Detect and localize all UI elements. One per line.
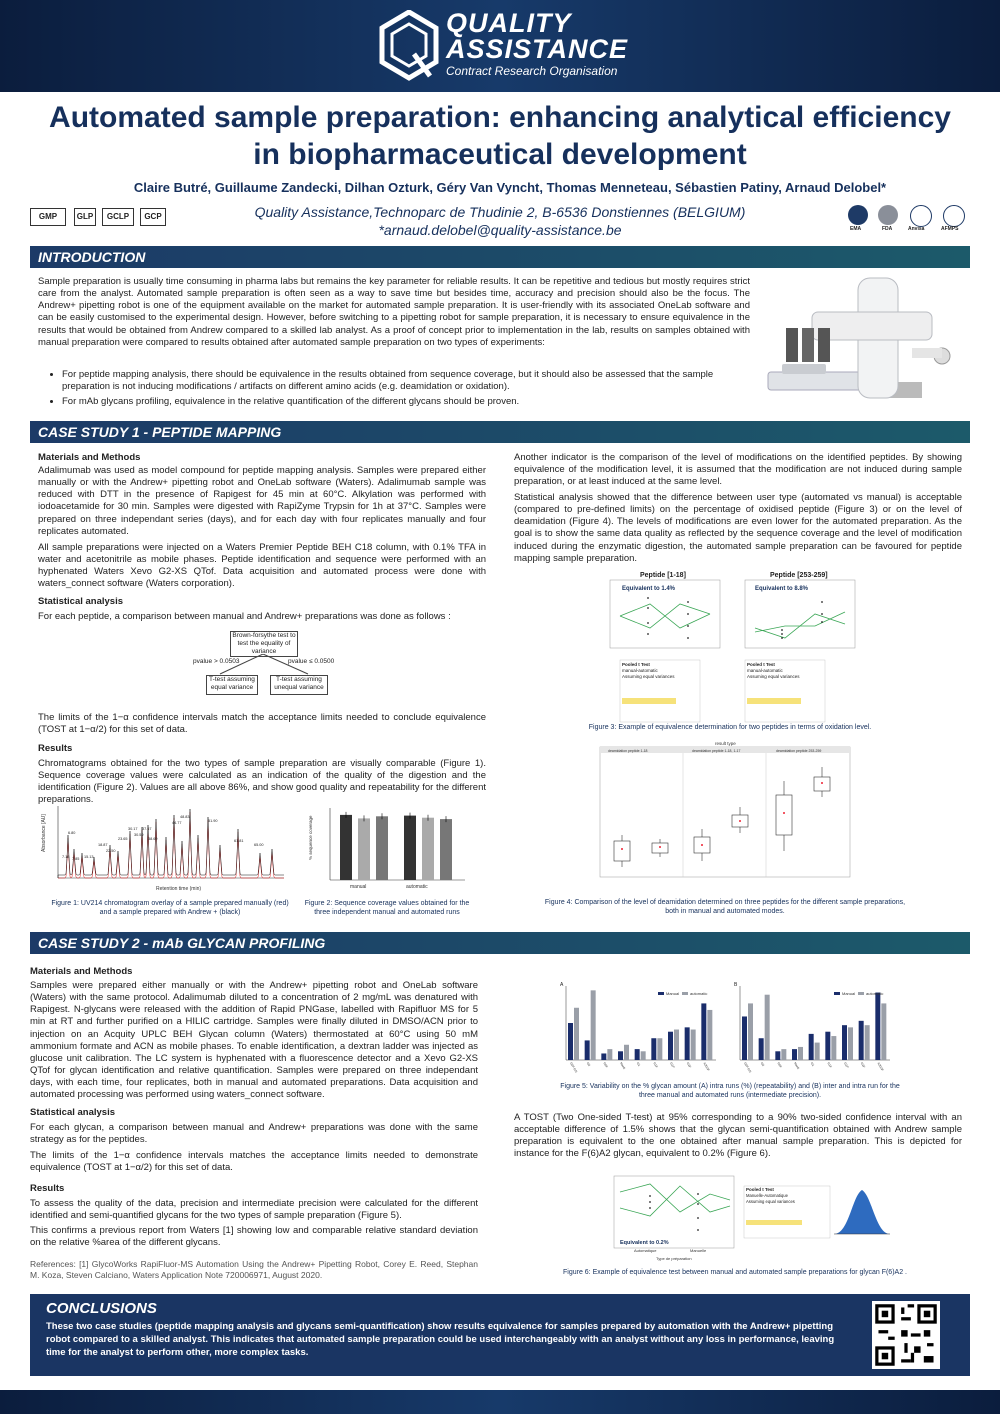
fig3-panel1-note: Equivalent to 1.4% [622, 586, 676, 592]
case1-results-text: Chromatograms obtained for the two types of sample preparation are visually comparable (Figure 1). Sequence coverage values were calculated as an indication of the quality of the digestion and the identification (Figure 2). Values are all above 86%, and show good quality and repeatability for the different preparations. [38, 758, 486, 806]
logo-line1: QUALITY [446, 8, 572, 38]
fig5-bar [657, 1038, 662, 1060]
fig5-bar [875, 993, 880, 1060]
afmps-label: AFMPS [941, 226, 959, 232]
svg-text:B: B [734, 982, 738, 988]
andrew-robot-image [762, 272, 970, 412]
fig3-table2-title: Pooled t Test [747, 662, 775, 667]
figure-5-caption: Figure 5: Variability on the % glycan amount (A) intra runs (%) (repeatability) and (B) inter and intra run for the three manual and automated runs (intermediate precision). [560, 1083, 900, 1100]
fig3-table2-sub1: manual-automatic [747, 668, 783, 673]
fig5-bar [865, 1025, 870, 1060]
fig1-peak-label: 38.69 [148, 837, 158, 841]
fig3-panel2-note: Equivalent to 8.8% [755, 586, 809, 592]
fig6-cat-left: Automatique [634, 1248, 657, 1253]
logo-tagline: Contract Research Organisation [446, 64, 618, 78]
section-title: CASE STUDY 2 - mAb GLYCAN PROFILING [38, 935, 326, 951]
fig5-bar [651, 1038, 656, 1060]
fig5-tick-label: G0F [602, 1061, 609, 1069]
fig5-bar [825, 1032, 830, 1060]
fig5-tick-label: G1F' [843, 1061, 850, 1070]
fig1-peak-label: 23.65 [118, 837, 128, 841]
fig5-bar [668, 1032, 673, 1060]
fig5-tick-label: G1F [652, 1061, 659, 1069]
figure-1-caption: Figure 1: UV214 chromatogram overlay of a sample prepared manually (red) and a sample prepared with Andrew + (black) [51, 900, 289, 917]
figure-6-caption: Figure 6: Example of equivalence test between manual and automated sample preparations for glycan F(6)A2 . [563, 1269, 907, 1276]
fig1-peak-label: 30.17 [128, 827, 138, 831]
fig5-bar [848, 1027, 853, 1060]
qr-code-icon[interactable] [872, 1301, 940, 1369]
fig3-table1-sub1: manual-automatic [622, 668, 658, 673]
fig5-bar [701, 1003, 706, 1060]
figure-3-equivalence-plots [600, 568, 870, 728]
intro-bullet: • For peptide mapping analysis, there should be equivalence in the results obtained from sequence coverage, but it should also be assessed that the sample preparation is not inducing modifications / artifacts on different amino acids (e.g. deamidation or oxidation). [62, 369, 762, 393]
logo-line2: ASSISTANCE [446, 34, 629, 64]
fig6-table-title: Pooled t Test [746, 1187, 774, 1192]
fig5-tick-label: G1 [809, 1061, 816, 1067]
poster-title: Automated sample preparation: enhancing analytical efficiency in biopharmaceutical development [49, 101, 951, 171]
case2-stat-text-1: For each glycan, a comparison between manual and Andrew+ preparations was done with the same strategy as for the peptides. [30, 1122, 478, 1146]
fig2-bar [340, 815, 352, 880]
chromatogram-trace [58, 812, 284, 878]
ema-label: EMA [850, 226, 862, 232]
affiliation: Quality Assistance,Technoparc de Thudinie 2, B-6536 Donstiennes (BELGIUM) [254, 204, 746, 220]
fig4-title: result type [715, 741, 736, 746]
fig4-group-label: deamidation peptide 253-259 [776, 749, 822, 753]
fig1-peak-label: 22.50 [106, 849, 116, 853]
fig2-bar [376, 816, 388, 880]
fda-logo-icon [878, 205, 898, 225]
flowchart-label-left: pvalue > 0.0503 [193, 658, 240, 665]
fig3-panel2-title: Peptide [253-259] [770, 572, 828, 579]
fig5-bar [607, 1049, 612, 1060]
subheading: Results [30, 1183, 65, 1194]
fig5-legend-automatic-b: automatic [866, 991, 884, 996]
footer-bar [0, 1390, 1000, 1414]
fig5-tick-label: G2F [685, 1061, 693, 1069]
fig5-bar [685, 1027, 690, 1060]
intro-bullet: • For mAb glycans profiling, equivalence in the relative quantification of the different glycans should be proven. [62, 396, 762, 408]
fig1-peak-label: 65.00 [254, 843, 264, 847]
quality-assistance-logo-icon [378, 10, 440, 82]
fig1-peak-label: 6.80 [68, 831, 76, 835]
fig1-xlabel: Retention time (min) [156, 886, 202, 892]
case2-methods-text: Samples were prepared either manually or with the Andrew+ pipetting robot and OneLab software (Waters) with the same protocol. Adalimumab diluted to a concentration of 2 mg/mL was denatured with Rapigest. N-glycans were released with the addition of Rapid PNGase, labelled with Rapifluor MS for 5 min at RT and further purified on a HILIC cartridge. Samples were finally diluted in DMSO/ACN prior to injection on an Acquity UPLC BEH Glycan column (Waters) thermostated at 60°C using 50 mM ammonium formate and ACN as mobile phases. To enable identification, a dextran ladder was injected as glucose unit calibration. The LC system is hyphenated with a fluorescence detector and a Xevo G2-XS QTof for glycan identification and relative quantification. Samples were prepared on three independant days, with each time, four replicates, both in manual and automated preparations. Data acquisition and automated processing was performed using waters_connect software. [30, 980, 478, 1101]
fig1-peak-label: 18.87 [98, 843, 108, 847]
fig3-table1-title: Pooled t Test [622, 662, 650, 667]
fig5-bar [859, 1021, 864, 1060]
fig5-bar [759, 1038, 764, 1060]
fig5-bar [798, 1047, 803, 1060]
fig5-bar [574, 1008, 579, 1060]
fig5-tick-label: Man5 [619, 1061, 627, 1071]
fig5-bar [618, 1051, 623, 1060]
conclusions-title: CONCLUSIONS [46, 1300, 157, 1317]
section-header-case-study-2 [30, 932, 970, 954]
fig1-peak-label: 61.81 [234, 839, 244, 843]
conclusions-panel [30, 1294, 970, 1376]
case1-methods-text-2: All sample preparations were injected on a Waters Premier Peptide BEH C18 column, with 0.1% TFA in water and acetonitrile as mobile phases. Peptide identification and sequence were performed with an hyphenated Waters Xevo G2-XS QTof. Data acquisition and automated process were done with waters_connect software (Waters corporation). [38, 542, 486, 590]
author-list: Claire Butré, Guillaume Zandecki, Dilhan Ozturk, Géry Van Vyncht, Thomas Menneteau, Sébastien Patiny, Arnaud Delobel* [133, 180, 887, 195]
fig5-legend-manual: Manual [666, 991, 680, 996]
case1-methods-text: Adalimumab was used as model compound for peptide mapping analysis. Samples were prepared either manually or with the Andrew+ pipetting robot and OneLab software (Waters). Adalimumab sample was reduced with DTT in the presence of Rapigest for 45 min at 60°C. Alkylation was performed with iodoacetamide for 30 min. Samples were digested with RapiZyme Trypsin for 1h at 37°C. Samples were prepared on three independant series (days), and for each day with four replicates manually and four replicates automated. [38, 465, 486, 537]
case1-right-text-2: Statistical analysis showed that the difference between user type (automated vs manual) is acceptable (compared to pre-defined limits) on the percentage of oxidised peptide (Figure 3) or on the level of deamidation (Figure 4). The levels of modifications are even lower for the automated preparation. As the goal is to show the same data quality as reflected by the sequence coverage and the level of modification induced during the enzymatic digestion, the automated sample preparation can be favoured for peptide mapping sample preparation. [514, 492, 962, 564]
fda-label: FDA [882, 226, 893, 232]
fig5-bar [691, 1030, 696, 1060]
fig5-bar [707, 1010, 712, 1060]
subheading: Materials and Methods [38, 452, 141, 463]
fig5-tick-label: G0F [776, 1061, 783, 1069]
section-title: INTRODUCTION [38, 249, 146, 265]
fig1-peak-label: 15.13 [84, 855, 94, 859]
fig2-group-automatic: automatic [406, 884, 428, 890]
figure-3-caption: Figure 3: Example of equivalence determination for two peptides in terms of oxidation level. [588, 724, 872, 731]
fig5-bar [674, 1030, 679, 1060]
anvisa-logo-icon [910, 205, 932, 227]
subheading: Results [38, 743, 73, 754]
fig5-bar [635, 1049, 640, 1060]
fig5-tick-label: G2F [859, 1061, 867, 1069]
fig5-bar [781, 1049, 786, 1060]
figure-5-glycan-variability [548, 972, 898, 1078]
fig2-group-manual: manual [350, 884, 367, 890]
fig5-bar [601, 1053, 606, 1060]
case1-stat-text: For each peptide, a comparison between manual and Andrew+ preparations was done as follows : [38, 611, 451, 622]
figure-2-caption: Figure 2: Sequence coverage values obtained for the three independent manual and automated runs [304, 900, 470, 917]
fig5-bar [792, 1049, 797, 1060]
fig1-peak-label: 37.67 [142, 827, 152, 831]
fig5-bar [842, 1025, 847, 1060]
fig5-bar [775, 1051, 780, 1060]
intro-text: Sample preparation is usually time consuming in pharma labs but remains the key parameter for reliable results. It can be repetitive and tedious but mostly requires strict care from the analyst. Automated sample preparation is often seen as a way to save time but besides time, accuracy and precision should also be the focus. The Andrew+ pipetting robot is one of the equipment available on the market for automated sample preparation. It is user-friendly with its associated OneLab software and can be easily customised to the experimental design. However, before switching to a pipetting robot for sample preparation, it is necessary to ensure equivalence in the results that would be obtained from Andrew compared to a skilled lab analyst. As a proof of concept prior to implementation in the lab, results on samples obtained with manual preparation were compared to results obtained after automated sample preparation on two types of experiments: [38, 276, 750, 348]
fig5-tick-label: A2G0F [702, 1061, 711, 1072]
fig5-bar [641, 1051, 646, 1060]
fig6-table-sub2: Assuming equal variances [746, 1199, 795, 1204]
fig5-bar [624, 1045, 629, 1060]
section-header-case-study-1 [30, 421, 970, 443]
fig1-peak-label: 51.90 [208, 819, 218, 823]
references: References: [1] GlycoWorks RapiFluor-MS Automation Using the Andrew+ Pipetting Robot, Corey E. Reed, Stephan M. Koza, Steven Calciano, Waters Application Note 720006971, August 2020. [30, 1259, 478, 1280]
fig1-peak-label: 7.85 [72, 857, 80, 861]
chromatogram-trace [58, 809, 284, 878]
fig3-panel1-title: Peptide [1-18] [640, 572, 686, 579]
figure-2-bar-chart [300, 800, 470, 895]
section-header-introduction [30, 246, 970, 268]
figure-4-caption: Figure 4: Comparison of the level of deamidation determined on three peptides for the different sample preparations, both in manual and automated modes. [544, 899, 906, 916]
intro-bullets [50, 369, 762, 411]
fig5-bar [815, 1043, 820, 1060]
gmp-logo: GMP [30, 208, 66, 226]
gcp-logo: GCP [140, 208, 166, 226]
case2-stat-text-2: The limits of the 1−α confidence intervals matches the acceptance limits needed to demonstrate equivalence (TOST at 1−α/2) for this set of data. [30, 1150, 478, 1174]
case2-results-text-1: To assess the quality of the data, precision and intermediate precision were calculated for the different identified and semi-quantified glycans for the two types of sample preparation (Figure 5). [30, 1198, 478, 1222]
fig2-bar [422, 818, 434, 880]
fig5-bar [748, 1003, 753, 1060]
fig1-peak-label: 44.77 [172, 821, 182, 825]
flowchart-box-unequal: T-test assuming unequal variance [270, 675, 328, 695]
figure-1-chromatogram [38, 800, 288, 895]
fig5-bar [585, 1040, 590, 1060]
fig1-peak-label: 30.59 [134, 833, 144, 837]
fig5-bar [742, 1016, 747, 1060]
fig6-cat-right: Manuelle [690, 1248, 707, 1253]
fig2-bar [404, 816, 416, 880]
header-banner [0, 0, 1000, 92]
fig6-table-sub1: Manuelle-Automatique [746, 1193, 788, 1198]
subheading: Statistical analysis [38, 596, 124, 607]
gclp-logo: GCLP [102, 208, 134, 226]
fig5-tick-label: A2G0F [876, 1061, 885, 1072]
fig5-bar [831, 1036, 836, 1060]
fig5-tick-label: G0F-GN [743, 1061, 753, 1074]
ema-logo-icon [848, 205, 868, 225]
fig3-table2-sub2: Assuming equal variances [747, 674, 800, 679]
glp-logo: GLP [74, 208, 96, 226]
fig5-tick-label: G1F [826, 1061, 833, 1069]
figure-6-equivalence-test [594, 1172, 894, 1264]
fig4-group-label: deamidation peptide 1-18, 1-17 [692, 749, 741, 753]
fig1-peak-label: 48.83 [180, 815, 190, 819]
fig5-bar [809, 1034, 814, 1060]
fig2-ylabel: % sequence coverage [308, 815, 313, 860]
fig5-tick-label: G1F' [669, 1061, 676, 1070]
affiliation-block [230, 203, 770, 239]
fig6-xlabel: Type de préparation [656, 1256, 692, 1261]
conclusions-text: These two case studies (peptide mapping analysis and glycans semi-quantification) show results equivalence for samples prepared by automation with the Andrew+ pipetting robot compared to a skilled analyst. This indicates that automated sample preparation could be used interchangeably with an analyst without any loss in performance, leaving time for the analyst to perform other, more complex tasks. [46, 1321, 835, 1358]
fig1-ylabel: Absorbance [AU] [41, 814, 47, 852]
case2-right-text: A TOST (Two One-sided T-test) at 95% corresponding to a 90% two-sided confidence interval with an acceptable difference of 1.5% shows that the glycan semi-quantification obtained with Andrew sample preparation is equivalent to the one obtained after manual sample preparation. This is depicted for instance for the F(6)A2 glycan, equivalent to 0.2% (Figure 6). [514, 1112, 962, 1160]
case1-stat-text-2: The limits of the 1−α confidence intervals match the acceptance limits needed to conclude equivalence (TOST at 1−α/2) for this set of data. [38, 712, 486, 736]
fig5-bar [591, 990, 596, 1060]
fig5-tick-label: G0 [759, 1061, 766, 1067]
flowchart-label-right: pvalue ≤ 0.0500 [288, 658, 335, 665]
fig5-tick-label: G1 [635, 1061, 642, 1067]
subheading: Materials and Methods [30, 966, 133, 977]
fig5-bar [881, 1003, 886, 1060]
flowchart-box-brown-forsythe: Brown-forsythe test to test the equality of variance [230, 631, 298, 657]
fig5-legend-manual-b: Manual [842, 991, 856, 996]
fig6-note: Equivalent to 0.2% [620, 1240, 669, 1246]
flowchart-box-equal: T-test assuming equal variance [206, 675, 258, 695]
afmps-logo-icon [943, 205, 965, 227]
subheading: Statistical analysis [30, 1107, 116, 1118]
section-title: CASE STUDY 1 - PEPTIDE MAPPING [38, 424, 282, 440]
svg-text:A: A [560, 982, 564, 988]
case1-right-text-1: Another indicator is the comparison of the level of modifications on the identified peptides. By showing equivalence of the modification level, it is assumed that the modification are not induced during sample preparation, or at least induced at the same level. [514, 452, 962, 488]
fig5-tick-label: G0 [585, 1061, 592, 1067]
fig2-bar [358, 818, 370, 880]
contact-email: *arnaud.delobel@quality-assistance.be [378, 222, 622, 239]
anvisa-label: Anvisa [908, 226, 925, 232]
fig1-peak-label: 7.18 [62, 855, 70, 859]
fig5-bar [765, 995, 770, 1060]
fig5-bar [568, 1023, 573, 1060]
fig4-group-label: deamidation peptide 1-18 [608, 749, 648, 753]
case2-results-text-2: This confirms a previous report from Waters [1] showing low and comparable relative standard deviation on the relative %area of the different glycans. [30, 1225, 478, 1249]
fig5-tick-label: G0F-GN [569, 1061, 579, 1074]
fig3-table1-sub2: Assuming equal variances [622, 674, 675, 679]
fig5-tick-label: Man5 [793, 1061, 801, 1071]
fig2-bar [440, 819, 452, 880]
figure-4-boxplots [580, 741, 870, 891]
fig5-legend-automatic: automatic [690, 991, 708, 996]
